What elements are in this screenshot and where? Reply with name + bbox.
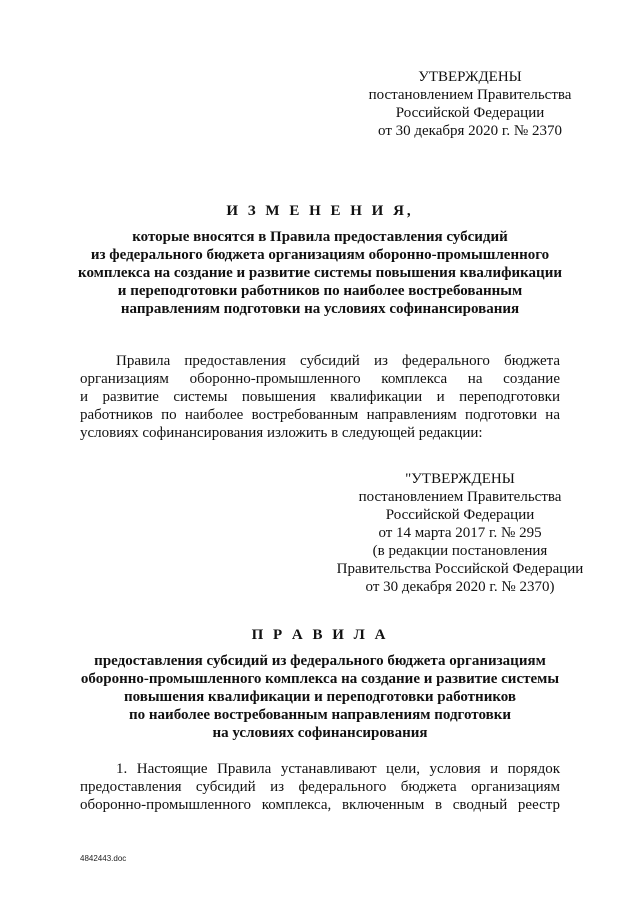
rules-title: П Р А В И Л А xyxy=(251,627,389,643)
approval-line: Российской Федерации xyxy=(385,507,535,523)
subtitle-line: предоставления субсидий из федерального бюджета организациям xyxy=(94,653,546,669)
rules-subtitle xyxy=(60,652,580,742)
approval-line: постановлением Правительства xyxy=(358,489,562,505)
subtitle-line: повышения квалификации и переподготовки работников xyxy=(123,689,517,705)
approval-stamp xyxy=(340,68,600,140)
paragraph-line: оборонно-промышленного комплекса, включенным в сводный реестр xyxy=(80,797,560,813)
document-file-reference: 4842443.doc xyxy=(80,854,127,863)
approval-line: (в редакции постановления xyxy=(372,543,548,559)
approval-line: от 30 декабря 2020 г. № 2370 xyxy=(378,123,562,139)
subtitle-line: оборонно-промышленного комплекса на создание и развитие системы xyxy=(80,671,560,687)
rules-point-1 xyxy=(80,760,560,814)
approval-line: постановлением Правительства xyxy=(368,87,572,103)
subtitle-line: по наиболее востребованным направлениям подготовки xyxy=(129,707,511,723)
subtitle-line: и переподготовки работников по наиболее востребованным xyxy=(117,283,523,299)
paragraph-line: предоставления субсидий из федерального бюджета организациям xyxy=(80,779,560,795)
changes-title: И З М Е Н Е Н И Я, xyxy=(226,203,414,219)
paragraph-line: работников по наиболее востребованным направлениям подготовки на xyxy=(80,407,560,423)
subtitle-line: комплекса на создание и развитие системы повышения квалификации xyxy=(78,265,562,281)
approval-line: от 14 марта 2017 г. № 295 xyxy=(378,525,542,541)
approval-line: "УТВЕРЖДЕНЫ xyxy=(405,471,515,487)
intro-paragraph xyxy=(80,352,560,442)
changes-subtitle xyxy=(60,228,580,318)
paragraph-line: организациям оборонно-промышленного комплекса на создание xyxy=(80,371,560,387)
paragraph-line: Правила предоставления субсидий из федерального бюджета xyxy=(116,353,560,369)
approval-line: Правительства Российской Федерации xyxy=(336,561,584,577)
paragraph-line: 1. Настоящие Правила устанавливают цели, условия и порядок xyxy=(116,761,560,777)
approval-line: Российской Федерации xyxy=(395,105,545,121)
subtitle-line: на условиях софинансирования xyxy=(212,725,428,741)
subtitle-line: которые вносятся в Правила предоставления субсидий xyxy=(132,229,508,245)
paragraph-line: условиях софинансирования изложить в следующей редакции: xyxy=(80,425,483,441)
subtitle-line: направлениям подготовки на условиях софинансирования xyxy=(120,301,520,317)
approval-line: УТВЕРЖДЕНЫ xyxy=(418,69,522,85)
subtitle-line: из федерального бюджета организациям оборонно-промышленного xyxy=(90,247,550,263)
paragraph-line: и развитие системы повышения квалификации и переподготовки xyxy=(80,389,560,405)
approval-stamp-revised xyxy=(318,470,602,596)
approval-line: от 30 декабря 2020 г. № 2370) xyxy=(365,579,555,595)
